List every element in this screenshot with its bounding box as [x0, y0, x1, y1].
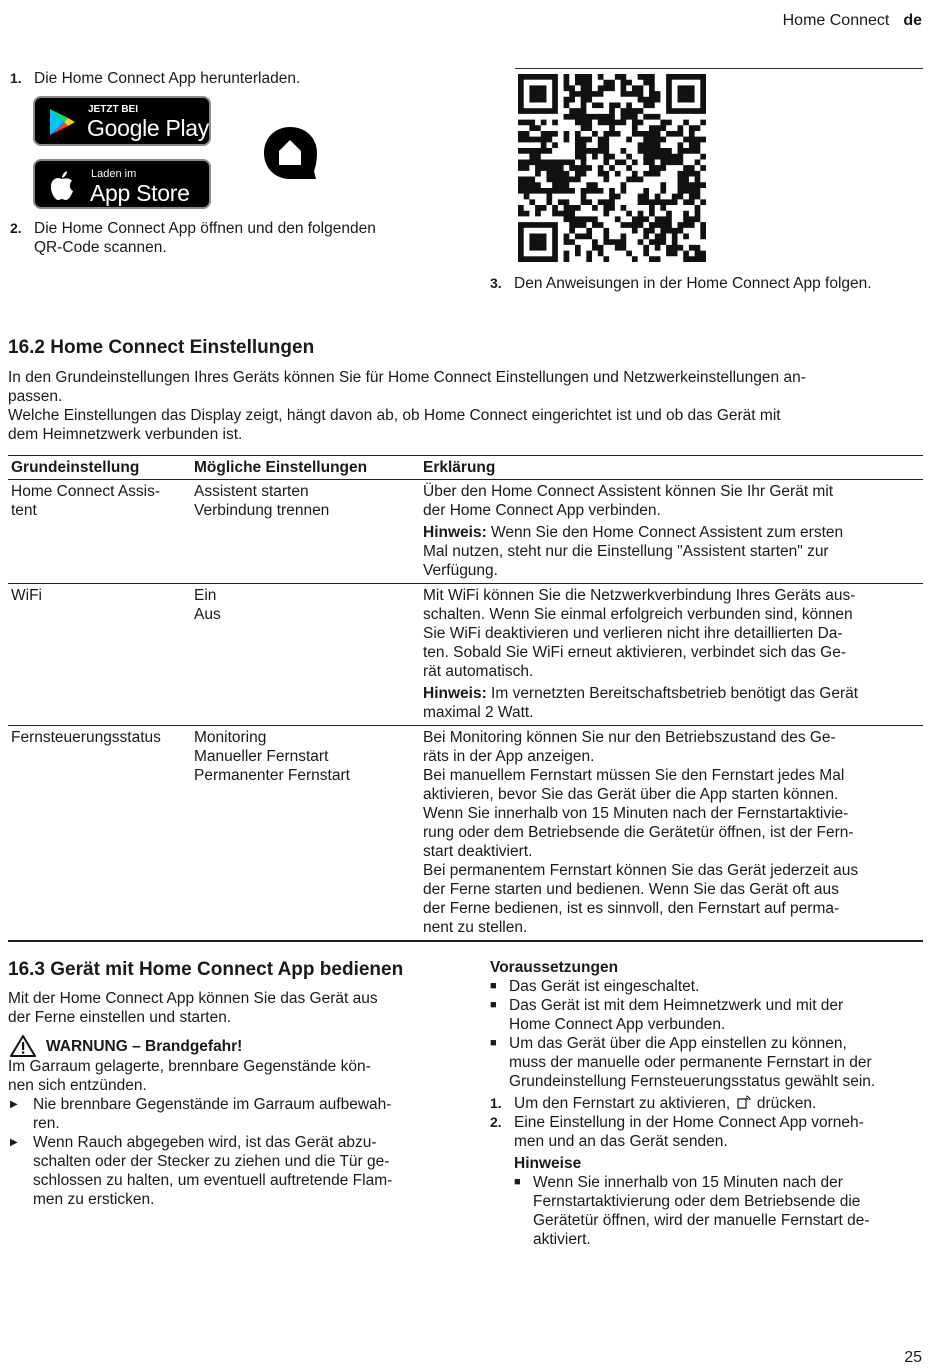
list-item — [490, 977, 930, 996]
text-line: Bei permanentem Fernstart können Sie das Gerät jederzeit aus — [423, 862, 859, 879]
hint-text — [423, 684, 920, 722]
square-bullet-icon: ■ — [514, 1176, 521, 1188]
google-play-icon — [47, 107, 77, 137]
text-line: schalten. Wenn Sie einmal erfolgreich verbunden sind, können — [423, 606, 853, 623]
text-line: men und an das Gerät senden. — [514, 1133, 728, 1150]
text-line: Nie brennbare Gegenstände im Garraum aufbewah- — [33, 1096, 392, 1113]
text-line: tent — [11, 502, 37, 519]
option: Verbindung trennen — [194, 502, 330, 519]
setting-explanation — [420, 584, 923, 726]
text-line: Eine Einstellung in der Home Connect App vorneh- — [514, 1114, 864, 1131]
option: Assistent starten — [194, 483, 309, 500]
setting-options — [191, 726, 420, 942]
header-title: Home Connect — [782, 12, 890, 29]
setting-explanation — [420, 726, 923, 942]
text-line: Wenn Sie den Home Connect Assistent zum ersten — [486, 524, 844, 541]
arrow-bullet-icon: ▶ — [10, 1137, 18, 1148]
text-line: Grundeinstellung Fernsteuerungsstatus gewählt sein. — [509, 1073, 876, 1090]
requirements-block — [490, 958, 930, 1249]
text-line: Home Connect Assis- — [11, 483, 161, 500]
column-header: Mögliche Einstellungen — [191, 456, 420, 480]
text-line: Wenn Sie innerhalb von 15 Minuten nach der Fernstartaktivie- — [423, 805, 849, 822]
google-badge-label: Google Play — [87, 115, 209, 141]
text-line: Gerätetür öffnen, wird der manuelle Fernstart de- — [533, 1212, 870, 1229]
text-line: start deaktiviert. — [423, 843, 533, 860]
text-line: ren. — [33, 1115, 60, 1132]
table-row — [8, 726, 923, 942]
text-line: Bei Monitoring können Sie nur den Betriebszustand des Ge- — [423, 729, 836, 746]
step-text-line: QR-Code scannen. — [34, 239, 167, 256]
table-header-row — [8, 456, 923, 480]
step-3 — [490, 274, 872, 293]
text-line: Das Gerät ist eingeschaltet. — [509, 978, 700, 995]
arrow-bullet-icon: ▶ — [10, 1099, 18, 1110]
page-number: 25 — [904, 1349, 922, 1366]
step-number: 1. — [490, 1095, 502, 1111]
step-text: Die Home Connect App herunterladen. — [34, 70, 301, 87]
apple-badge-small: Laden im — [91, 168, 137, 180]
hint-label: Hinweis: — [423, 685, 487, 702]
section-heading: 16.3 Gerät mit Home Connect App bedienen — [8, 959, 404, 980]
text-line: Verfügung. — [423, 562, 498, 579]
text-line: Home Connect App verbunden. — [509, 1016, 726, 1033]
apple-icon — [48, 170, 76, 202]
setting-name — [8, 480, 191, 584]
text-line: muss der manuelle oder permanente Fernstart in der — [509, 1054, 872, 1071]
list-item — [490, 1034, 930, 1091]
table-row — [8, 584, 923, 726]
text-line: Wenn Rauch abgegeben wird, ist das Gerät abzu- — [33, 1134, 377, 1151]
step-2 — [490, 1113, 930, 1151]
text-line: Über den Home Connect Assistent können Sie Ihr Gerät mit — [423, 483, 834, 500]
text-line: der Ferne starten und bedienen. Wenn Sie das Gerät oft aus — [423, 881, 839, 898]
option: Ein — [194, 587, 217, 604]
list-item — [8, 1095, 448, 1133]
step-text: Den Anweisungen in der Home Connect App folgen. — [514, 275, 872, 292]
settings-table — [8, 455, 923, 942]
text-line: aktivieren, bevor Sie das Gerät über die App starten können. — [423, 786, 839, 803]
step-number: 2. — [490, 1114, 502, 1130]
text-line: WiFi — [11, 587, 42, 604]
text-line: Fernstartaktivierung oder dem Betriebsende die — [533, 1193, 861, 1210]
option: Aus — [194, 606, 221, 623]
app-store-badge[interactable] — [33, 159, 211, 209]
text-line: Mal nutzen, steht nur die Einstellung "Assistent starten" zur — [423, 543, 829, 560]
text-line: rät automatisch. — [423, 663, 534, 680]
explanation-text — [423, 482, 920, 520]
hint-text — [423, 523, 920, 580]
text-line: Welche Einstellungen das Display zeigt, hängt davon ab, ob Home Connect eingerichtet ist und ob das Gerät mit — [8, 407, 781, 424]
square-bullet-icon: ■ — [490, 999, 497, 1011]
text-part: drücken. — [756, 1095, 817, 1112]
text-line: Um das Gerät über die App einstellen zu können, — [509, 1035, 847, 1052]
section-intro — [8, 368, 923, 444]
text-line: Mit der Home Connect App können Sie das Gerät aus — [8, 990, 378, 1007]
apple-badge-label: App Store — [90, 180, 190, 206]
text-line: Im vernetzten Bereitschaftsbetrieb benötigt das Gerät — [486, 685, 859, 702]
text-line: schalten oder der Stecker zu ziehen und die Tür ge- — [33, 1153, 390, 1170]
text-line: schlossen zu halten, um eventuell auftretende Flam- — [33, 1172, 393, 1189]
page-header — [783, 11, 922, 30]
text-line: Das Gerät ist mit dem Heimnetzwerk und mit der — [509, 997, 844, 1014]
list-item — [8, 1133, 448, 1209]
warning-title — [8, 1035, 448, 1057]
column-header: Erklärung — [420, 456, 923, 480]
setting-name — [8, 726, 191, 942]
warning-label: WARNUNG – Brandgefahr! — [46, 1037, 243, 1055]
section-heading: 16.2 Home Connect Einstellungen — [8, 337, 315, 358]
google-badge-small: JETZT BEI — [88, 104, 139, 115]
text-line: der Home Connect App verbinden. — [423, 502, 661, 519]
text-line: In den Grundeinstellungen Ihres Geräts können Sie für Home Connect Einstellungen und Netzwerkeinstellungen an- — [8, 369, 806, 386]
text-line: dem Heimnetzwerk verbunden ist. — [8, 426, 243, 443]
setting-explanation — [420, 480, 923, 584]
step-number: 1. — [10, 70, 22, 86]
hint-label: Hinweis: — [423, 524, 487, 541]
text-line: der Ferne bedienen, ist es sinnvoll, den Fernstart auf perma- — [423, 900, 840, 917]
remote-start-icon — [737, 1095, 751, 1109]
section-body — [8, 989, 448, 1209]
home-connect-logo-icon — [263, 126, 319, 182]
divider — [515, 68, 923, 69]
setting-name — [8, 584, 191, 726]
text-line: räts in der App anzeigen. — [423, 748, 595, 765]
text-line: maximal 2 Watt. — [423, 704, 534, 721]
explanation-text — [423, 586, 920, 681]
text-line: Mit WiFi können Sie die Netzwerkverbindung Ihres Geräts aus- — [423, 587, 856, 604]
notes-title: Hinweise — [514, 1155, 582, 1172]
step-1 — [490, 1094, 930, 1113]
list-item — [514, 1173, 930, 1249]
option: Permanenter Fernstart — [194, 767, 350, 784]
step-text-line: Die Home Connect App öffnen und den folgenden — [34, 220, 376, 237]
text-line: Im Garraum gelagerte, brennbare Gegenstände kön- — [8, 1058, 371, 1075]
setting-options — [191, 584, 420, 726]
text-line: der Ferne einstellen und starten. — [8, 1009, 232, 1026]
text-line: nen sich entzünden. — [8, 1077, 147, 1094]
text-line: rung oder dem Betriebsende die Gerätetür öffnen, ist der Fern- — [423, 824, 854, 841]
text-line: ten. Sobald Sie WiFi erneut aktivieren, verbindet sich das Ge- — [423, 644, 847, 661]
text-part: Um den Fernstart zu aktivieren, — [514, 1095, 731, 1112]
google-play-badge[interactable] — [33, 96, 211, 146]
table-row — [8, 480, 923, 584]
option: Manueller Fernstart — [194, 748, 329, 765]
subheading: Voraussetzungen — [490, 959, 619, 976]
text-line: nent zu stellen. — [423, 919, 528, 936]
text-line: Sie WiFi deaktivieren und verlieren nicht ihre detaillierten Da- — [423, 625, 843, 642]
text-line: aktiviert. — [533, 1231, 591, 1248]
notes-block — [514, 1154, 930, 1249]
setting-options — [191, 480, 420, 584]
step-2 — [10, 219, 376, 257]
list-item — [490, 996, 930, 1034]
qr-code — [518, 74, 706, 262]
column-header: Grundeinstellung — [8, 456, 191, 480]
square-bullet-icon: ■ — [490, 980, 497, 992]
square-bullet-icon: ■ — [490, 1037, 497, 1049]
step-number: 3. — [490, 275, 502, 291]
step-1 — [10, 69, 300, 88]
warning-triangle-icon — [10, 1035, 36, 1057]
text-line: passen. — [8, 388, 63, 405]
step-number: 2. — [10, 220, 22, 236]
text-line: Fernsteuerungsstatus — [11, 729, 161, 746]
text-line: Wenn Sie innerhalb von 15 Minuten nach der — [533, 1174, 843, 1191]
text-line: men zu ersticken. — [33, 1191, 155, 1208]
text-line: Bei manuellem Fernstart müssen Sie den Fernstart jedes Mal — [423, 767, 845, 784]
language-code: de — [903, 12, 922, 29]
option: Monitoring — [194, 729, 267, 746]
